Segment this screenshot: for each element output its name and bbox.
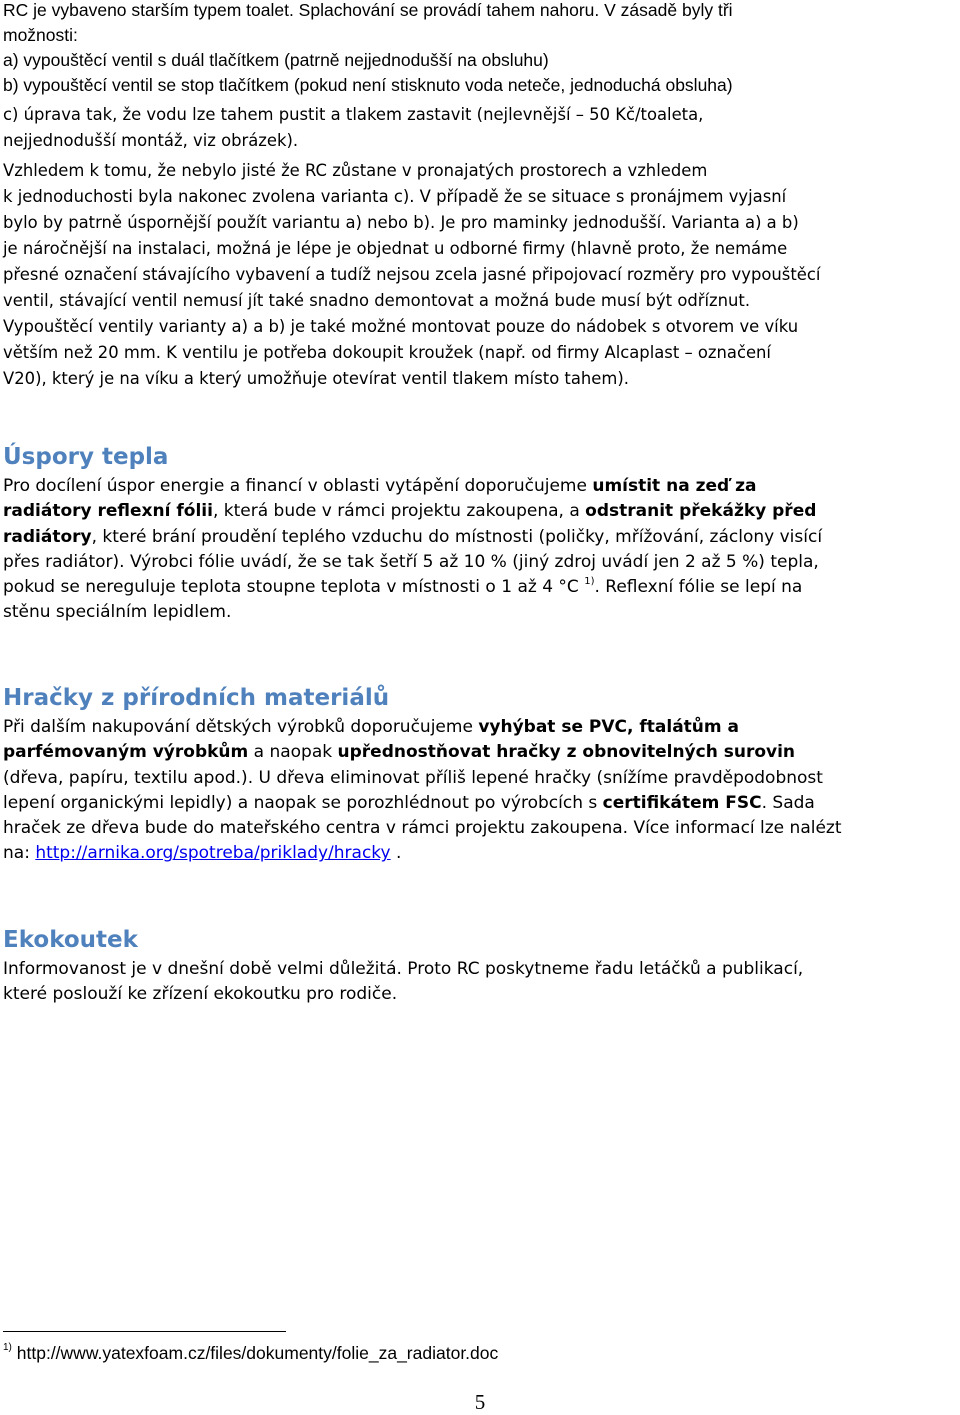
bold-run: radiátory reflexní fólii bbox=[3, 501, 213, 522]
text-run: , která bude v rámci projektu zakoupena, a bbox=[212, 501, 586, 522]
footnote-reference[interactable]: 1) bbox=[584, 575, 595, 587]
text-run: na: bbox=[3, 843, 36, 864]
arnika-link[interactable]: http://arnika.org/spotreba/priklady/hracky bbox=[35, 843, 391, 864]
heat-savings-text bbox=[3, 474, 822, 626]
text-line: Informovanost je v dnešní době velmi důležitá. Proto RC poskytneme řadu letáčků a publikací, bbox=[3, 959, 804, 979]
text-line: větším než 20 mm. K ventilu je potřeba dokoupit kroužek (např. od firmy Alcaplast – označení bbox=[3, 343, 771, 362]
text-run: pokud se nereguluje teplota stoupne teplota v místnosti o 1 až 4 °C bbox=[3, 577, 585, 598]
natural-toys-text bbox=[3, 715, 842, 867]
text-run: Při dalším nakupování dětských výrobků doporučujeme bbox=[3, 717, 479, 737]
text-line bbox=[3, 499, 822, 524]
eco-corner-paragraph bbox=[3, 957, 803, 1008]
text-run: . Reflexní fólie se lepí na bbox=[594, 577, 803, 598]
text-line: bylo by patrně úspornější použít variantu a) nebo b). Je pro maminky jednodušší. Varianta a) a b) bbox=[3, 213, 799, 232]
text-run: lepení organickými lepidly) a naopak se porozhlédnout po výrobcích s bbox=[3, 792, 603, 813]
bold-run: upřednostňovat hračky z obnovitelných surovin bbox=[337, 742, 796, 763]
option-b-line: b) vypouštěcí ventil se stop tlačítkem (pokud není stisknuto voda neteče, jednoduchá obsluha) bbox=[3, 75, 733, 95]
footnote-separator bbox=[3, 1331, 286, 1332]
footnote-text: http://www.yatexfoam.cz/files/dokumenty/folie_za_radiator.doc bbox=[11, 1343, 499, 1363]
option-c-line: c) úprava tak, že vodu lze tahem pustit a tlakem zastavit (nejlevnější – 50 Kč/toaleta, bbox=[3, 105, 704, 124]
heat-savings-paragraph bbox=[3, 474, 822, 626]
text-run: , které brání proudění teplého vzduchu do místnosti (poličky, mřížování, záclony visící bbox=[91, 526, 823, 547]
text-line: Vzhledem k tomu, že nebylo jisté že RC zůstane v pronajatých prostorech a vzhledem bbox=[3, 161, 708, 180]
bold-run: radiátory bbox=[3, 526, 92, 547]
bold-run: umístit na zeď za bbox=[592, 476, 757, 496]
page-number: 5 bbox=[474, 1390, 486, 1414]
text-line: k jednoduchosti byla nakonec zvolena varianta c). V případě že se situace s pronájmem vyjasní bbox=[3, 187, 787, 206]
text-line bbox=[3, 474, 822, 499]
text-line: je náročnější na instalaci, možná je lépe je objednat u odborné firmy (hlavně proto, že nemáme bbox=[3, 239, 788, 258]
text-line bbox=[3, 525, 822, 550]
text-line bbox=[3, 841, 842, 866]
text-run: Pro docílení úspor energie a financí v oblasti vytápění doporučujeme bbox=[3, 476, 593, 496]
section-natural-toys bbox=[3, 683, 389, 713]
text-run: a naopak bbox=[248, 742, 338, 763]
text-line: (dřeva, papíru, textilu apod.). U dřeva eliminovat příliš lepené hračky (snížíme pravděpodobnost bbox=[3, 767, 823, 788]
text-line bbox=[3, 575, 822, 600]
bold-run: vyhýbat se PVC, ftalátům a bbox=[478, 717, 740, 737]
text-line: které poslouží ke zřízení ekokoutku pro rodiče. bbox=[3, 984, 398, 1005]
text-line: hraček ze dřeva bude do mateřského centra v rámci projektu zakoupena. Více informací lze nalézt bbox=[3, 818, 842, 839]
footnote-marker: 1) bbox=[3, 1342, 12, 1354]
text-run: . bbox=[390, 843, 402, 864]
intro-text bbox=[3, 0, 733, 98]
text-line: možnosti: bbox=[3, 25, 78, 45]
bold-run: parfémovaným výrobkům bbox=[3, 742, 249, 763]
section-heat-savings bbox=[3, 442, 168, 472]
text-line: ventil, stávající ventil nemusí jít také snadno demontovat a možná bude musí být odříznut. bbox=[3, 291, 751, 310]
text-line: V20), který je na víku a který umožňuje otevírat ventil tlakem místo tahem). bbox=[3, 369, 629, 388]
text-line: nejjednodušší montáž, viz obrázek). bbox=[3, 130, 299, 150]
text-line: Vypouštěcí ventily varianty a) a b) je také možné montovat pouze do nádobek s otvorem ve víku bbox=[3, 317, 799, 336]
explanation-text bbox=[3, 158, 820, 392]
section-heading: Ekokoutek bbox=[3, 927, 138, 953]
bold-run: odstranit překážky před bbox=[585, 501, 817, 522]
intro-paragraph bbox=[3, 0, 733, 98]
variant-c-text bbox=[3, 102, 703, 153]
text-line: přes radiátor). Výrobci fólie uvádí, že se tak šetří 5 až 10 % (jiný zdroj uvádí jen 2 až 5 %) tepla, bbox=[3, 551, 819, 572]
text-line bbox=[3, 791, 842, 816]
text-line: stěnu speciálním lepidlem. bbox=[3, 602, 232, 623]
variant-c-paragraph bbox=[3, 102, 703, 153]
section-heading: Úspory tepla bbox=[3, 444, 169, 470]
bold-run: certifikátem FSC bbox=[602, 792, 762, 813]
text-line: RC je vybaveno starším typem toalet. Splachování se provádí tahem nahoru. V zásadě byly tři bbox=[3, 0, 733, 20]
section-eco-corner bbox=[3, 925, 138, 955]
explanation-paragraph bbox=[3, 158, 820, 392]
natural-toys-paragraph bbox=[3, 715, 842, 867]
option-a-line: a) vypouštěcí ventil s duál tlačítkem (patrně nejjednodušší na obsluhu) bbox=[3, 50, 549, 70]
footnote bbox=[3, 1343, 498, 1364]
text-line: přesné označení stávajícího vybavení a tudíž nejsou zcela jasné připojovací rozměry pro vypouštěcí bbox=[3, 265, 821, 284]
text-line bbox=[3, 740, 842, 765]
text-run: . Sada bbox=[761, 792, 815, 813]
eco-corner-text bbox=[3, 957, 803, 1008]
section-heading: Hračky z přírodních materiálů bbox=[3, 685, 390, 711]
text-line bbox=[3, 715, 842, 740]
